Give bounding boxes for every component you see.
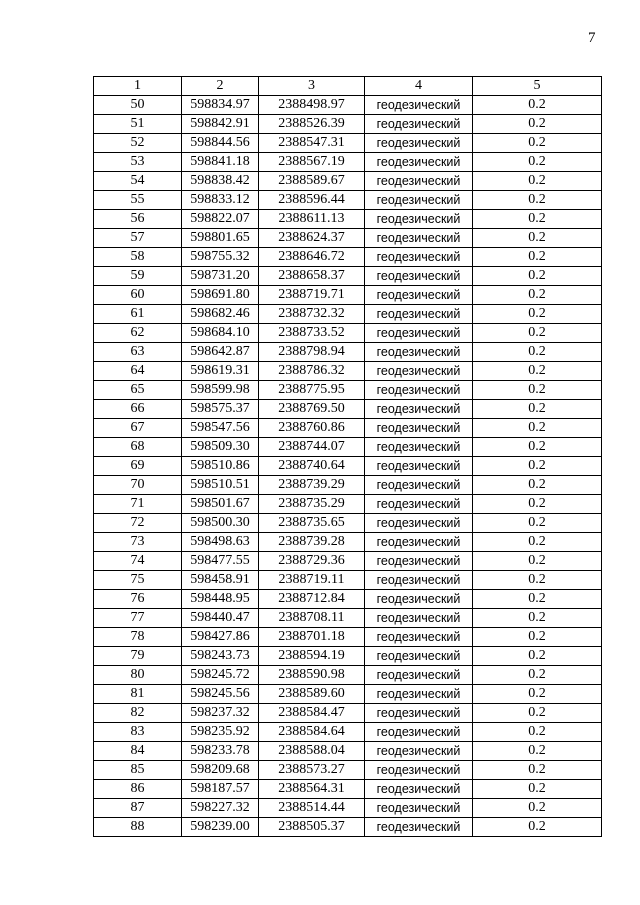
table-row (94, 723, 602, 742)
x-coordinate-cell: 598500.30 (182, 514, 259, 533)
method-cell: геодезический (365, 628, 473, 647)
table-row (94, 666, 602, 685)
point-number-cell: 75 (94, 571, 182, 590)
accuracy-cell: 0.2 (473, 761, 602, 780)
table-row (94, 647, 602, 666)
accuracy-cell: 0.2 (473, 324, 602, 343)
x-coordinate-cell: 598233.78 (182, 742, 259, 761)
x-coordinate-cell: 598684.10 (182, 324, 259, 343)
point-number-cell: 54 (94, 172, 182, 191)
method-cell: геодезический (365, 305, 473, 324)
method-cell: геодезический (365, 552, 473, 571)
y-coordinate-cell: 2388719.71 (259, 286, 365, 305)
y-coordinate-cell: 2388760.86 (259, 419, 365, 438)
table-row (94, 172, 602, 191)
column-header-4: 4 (365, 77, 473, 96)
accuracy-cell: 0.2 (473, 172, 602, 191)
y-coordinate-cell: 2388744.07 (259, 438, 365, 457)
x-coordinate-cell: 598755.32 (182, 248, 259, 267)
x-coordinate-cell: 598547.56 (182, 419, 259, 438)
table-row (94, 590, 602, 609)
y-coordinate-cell: 2388701.18 (259, 628, 365, 647)
method-cell: геодезический (365, 115, 473, 134)
x-coordinate-cell: 598239.00 (182, 818, 259, 837)
table-row (94, 267, 602, 286)
method-cell: геодезический (365, 704, 473, 723)
y-coordinate-cell: 2388589.67 (259, 172, 365, 191)
accuracy-cell: 0.2 (473, 685, 602, 704)
method-cell: геодезический (365, 647, 473, 666)
accuracy-cell: 0.2 (473, 267, 602, 286)
point-number-cell: 72 (94, 514, 182, 533)
method-cell: геодезический (365, 476, 473, 495)
y-coordinate-cell: 2388564.31 (259, 780, 365, 799)
table-row (94, 381, 602, 400)
method-cell: геодезический (365, 153, 473, 172)
table-row (94, 457, 602, 476)
column-header-5: 5 (473, 77, 602, 96)
y-coordinate-cell: 2388567.19 (259, 153, 365, 172)
point-number-cell: 53 (94, 153, 182, 172)
y-coordinate-cell: 2388708.11 (259, 609, 365, 628)
accuracy-cell: 0.2 (473, 552, 602, 571)
accuracy-cell: 0.2 (473, 609, 602, 628)
y-coordinate-cell: 2388594.19 (259, 647, 365, 666)
accuracy-cell: 0.2 (473, 115, 602, 134)
method-cell: геодезический (365, 780, 473, 799)
table-row (94, 533, 602, 552)
point-number-cell: 71 (94, 495, 182, 514)
table-row (94, 514, 602, 533)
point-number-cell: 65 (94, 381, 182, 400)
accuracy-cell: 0.2 (473, 666, 602, 685)
method-cell: геодезический (365, 267, 473, 286)
table-row (94, 704, 602, 723)
point-number-cell: 83 (94, 723, 182, 742)
point-number-cell: 70 (94, 476, 182, 495)
page-number: 7 (588, 30, 596, 46)
point-number-cell: 52 (94, 134, 182, 153)
accuracy-cell: 0.2 (473, 96, 602, 115)
table-row (94, 780, 602, 799)
point-number-cell: 51 (94, 115, 182, 134)
accuracy-cell: 0.2 (473, 381, 602, 400)
table-row (94, 628, 602, 647)
point-number-cell: 57 (94, 229, 182, 248)
method-cell: геодезический (365, 248, 473, 267)
point-number-cell: 64 (94, 362, 182, 381)
method-cell: геодезический (365, 685, 473, 704)
accuracy-cell: 0.2 (473, 799, 602, 818)
y-coordinate-cell: 2388732.32 (259, 305, 365, 324)
method-cell: геодезический (365, 723, 473, 742)
x-coordinate-cell: 598209.68 (182, 761, 259, 780)
method-cell: геодезический (365, 191, 473, 210)
point-number-cell: 58 (94, 248, 182, 267)
y-coordinate-cell: 2388798.94 (259, 343, 365, 362)
x-coordinate-cell: 598458.91 (182, 571, 259, 590)
y-coordinate-cell: 2388719.11 (259, 571, 365, 590)
table-row (94, 571, 602, 590)
point-number-cell: 81 (94, 685, 182, 704)
method-cell: геодезический (365, 818, 473, 837)
x-coordinate-cell: 598838.42 (182, 172, 259, 191)
y-coordinate-cell: 2388769.50 (259, 400, 365, 419)
point-number-cell: 73 (94, 533, 182, 552)
method-cell: геодезический (365, 438, 473, 457)
x-coordinate-cell: 598501.67 (182, 495, 259, 514)
y-coordinate-cell: 2388596.44 (259, 191, 365, 210)
point-number-cell: 86 (94, 780, 182, 799)
table-row (94, 419, 602, 438)
point-number-cell: 74 (94, 552, 182, 571)
accuracy-cell: 0.2 (473, 818, 602, 837)
x-coordinate-cell: 598844.56 (182, 134, 259, 153)
y-coordinate-cell: 2388646.72 (259, 248, 365, 267)
accuracy-cell: 0.2 (473, 495, 602, 514)
accuracy-cell: 0.2 (473, 704, 602, 723)
table-row (94, 343, 602, 362)
table-row (94, 191, 602, 210)
point-number-cell: 78 (94, 628, 182, 647)
x-coordinate-cell: 598842.91 (182, 115, 259, 134)
accuracy-cell: 0.2 (473, 305, 602, 324)
method-cell: геодезический (365, 495, 473, 514)
x-coordinate-cell: 598834.97 (182, 96, 259, 115)
method-cell: геодезический (365, 457, 473, 476)
x-coordinate-cell: 598619.31 (182, 362, 259, 381)
table-row (94, 362, 602, 381)
accuracy-cell: 0.2 (473, 590, 602, 609)
table-row (94, 210, 602, 229)
y-coordinate-cell: 2388590.98 (259, 666, 365, 685)
point-number-cell: 56 (94, 210, 182, 229)
point-number-cell: 50 (94, 96, 182, 115)
accuracy-cell: 0.2 (473, 457, 602, 476)
y-coordinate-cell: 2388739.28 (259, 533, 365, 552)
x-coordinate-cell: 598682.46 (182, 305, 259, 324)
table-row (94, 400, 602, 419)
y-coordinate-cell: 2388514.44 (259, 799, 365, 818)
x-coordinate-cell: 598440.47 (182, 609, 259, 628)
table-row (94, 305, 602, 324)
x-coordinate-cell: 598801.65 (182, 229, 259, 248)
table-row (94, 286, 602, 305)
accuracy-cell: 0.2 (473, 419, 602, 438)
table-row (94, 324, 602, 343)
accuracy-cell: 0.2 (473, 647, 602, 666)
point-number-cell: 69 (94, 457, 182, 476)
method-cell: геодезический (365, 229, 473, 248)
x-coordinate-cell: 598187.57 (182, 780, 259, 799)
table-row (94, 115, 602, 134)
x-coordinate-cell: 598822.07 (182, 210, 259, 229)
table-row (94, 229, 602, 248)
table-row (94, 742, 602, 761)
point-number-cell: 79 (94, 647, 182, 666)
y-coordinate-cell: 2388786.32 (259, 362, 365, 381)
y-coordinate-cell: 2388624.37 (259, 229, 365, 248)
table-row (94, 609, 602, 628)
accuracy-cell: 0.2 (473, 134, 602, 153)
accuracy-cell: 0.2 (473, 343, 602, 362)
method-cell: геодезический (365, 343, 473, 362)
point-number-cell: 84 (94, 742, 182, 761)
x-coordinate-cell: 598833.12 (182, 191, 259, 210)
method-cell: геодезический (365, 419, 473, 438)
y-coordinate-cell: 2388584.47 (259, 704, 365, 723)
x-coordinate-cell: 598509.30 (182, 438, 259, 457)
x-coordinate-cell: 598237.32 (182, 704, 259, 723)
point-number-cell: 66 (94, 400, 182, 419)
point-number-cell: 85 (94, 761, 182, 780)
method-cell: геодезический (365, 324, 473, 343)
y-coordinate-cell: 2388658.37 (259, 267, 365, 286)
x-coordinate-cell: 598731.20 (182, 267, 259, 286)
accuracy-cell: 0.2 (473, 362, 602, 381)
accuracy-cell: 0.2 (473, 229, 602, 248)
accuracy-cell: 0.2 (473, 438, 602, 457)
y-coordinate-cell: 2388573.27 (259, 761, 365, 780)
point-number-cell: 82 (94, 704, 182, 723)
method-cell: геодезический (365, 590, 473, 609)
point-number-cell: 68 (94, 438, 182, 457)
accuracy-cell: 0.2 (473, 628, 602, 647)
coordinates-table (93, 76, 602, 837)
table-row (94, 134, 602, 153)
y-coordinate-cell: 2388547.31 (259, 134, 365, 153)
point-number-cell: 67 (94, 419, 182, 438)
table-row (94, 761, 602, 780)
accuracy-cell: 0.2 (473, 723, 602, 742)
table-row (94, 438, 602, 457)
accuracy-cell: 0.2 (473, 780, 602, 799)
table-row (94, 153, 602, 172)
table-header-row (94, 77, 602, 96)
point-number-cell: 88 (94, 818, 182, 837)
method-cell: геодезический (365, 172, 473, 191)
table-row (94, 476, 602, 495)
method-cell: геодезический (365, 96, 473, 115)
accuracy-cell: 0.2 (473, 153, 602, 172)
point-number-cell: 80 (94, 666, 182, 685)
method-cell: геодезический (365, 134, 473, 153)
x-coordinate-cell: 598510.86 (182, 457, 259, 476)
y-coordinate-cell: 2388498.97 (259, 96, 365, 115)
y-coordinate-cell: 2388589.60 (259, 685, 365, 704)
accuracy-cell: 0.2 (473, 248, 602, 267)
table-row (94, 818, 602, 837)
table-row (94, 495, 602, 514)
accuracy-cell: 0.2 (473, 210, 602, 229)
y-coordinate-cell: 2388733.52 (259, 324, 365, 343)
point-number-cell: 60 (94, 286, 182, 305)
x-coordinate-cell: 598245.56 (182, 685, 259, 704)
x-coordinate-cell: 598477.55 (182, 552, 259, 571)
method-cell: геодезический (365, 666, 473, 685)
accuracy-cell: 0.2 (473, 533, 602, 552)
point-number-cell: 63 (94, 343, 182, 362)
y-coordinate-cell: 2388735.65 (259, 514, 365, 533)
table-row (94, 96, 602, 115)
table-row (94, 799, 602, 818)
y-coordinate-cell: 2388712.84 (259, 590, 365, 609)
method-cell: геодезический (365, 799, 473, 818)
point-number-cell: 77 (94, 609, 182, 628)
point-number-cell: 62 (94, 324, 182, 343)
x-coordinate-cell: 598245.72 (182, 666, 259, 685)
accuracy-cell: 0.2 (473, 742, 602, 761)
accuracy-cell: 0.2 (473, 476, 602, 495)
y-coordinate-cell: 2388740.64 (259, 457, 365, 476)
table-row (94, 685, 602, 704)
y-coordinate-cell: 2388729.36 (259, 552, 365, 571)
table-row (94, 248, 602, 267)
point-number-cell: 61 (94, 305, 182, 324)
x-coordinate-cell: 598235.92 (182, 723, 259, 742)
accuracy-cell: 0.2 (473, 514, 602, 533)
y-coordinate-cell: 2388505.37 (259, 818, 365, 837)
x-coordinate-cell: 598691.80 (182, 286, 259, 305)
x-coordinate-cell: 598510.51 (182, 476, 259, 495)
x-coordinate-cell: 598448.95 (182, 590, 259, 609)
x-coordinate-cell: 598599.98 (182, 381, 259, 400)
point-number-cell: 55 (94, 191, 182, 210)
x-coordinate-cell: 598575.37 (182, 400, 259, 419)
accuracy-cell: 0.2 (473, 571, 602, 590)
column-header-1: 1 (94, 77, 182, 96)
method-cell: геодезический (365, 286, 473, 305)
x-coordinate-cell: 598427.86 (182, 628, 259, 647)
y-coordinate-cell: 2388739.29 (259, 476, 365, 495)
column-header-2: 2 (182, 77, 259, 96)
x-coordinate-cell: 598498.63 (182, 533, 259, 552)
method-cell: геодезический (365, 210, 473, 229)
x-coordinate-cell: 598243.73 (182, 647, 259, 666)
point-number-cell: 76 (94, 590, 182, 609)
y-coordinate-cell: 2388588.04 (259, 742, 365, 761)
point-number-cell: 59 (94, 267, 182, 286)
x-coordinate-cell: 598841.18 (182, 153, 259, 172)
method-cell: геодезический (365, 571, 473, 590)
method-cell: геодезический (365, 362, 473, 381)
method-cell: геодезический (365, 533, 473, 552)
method-cell: геодезический (365, 609, 473, 628)
point-number-cell: 87 (94, 799, 182, 818)
x-coordinate-cell: 598642.87 (182, 343, 259, 362)
y-coordinate-cell: 2388584.64 (259, 723, 365, 742)
column-header-3: 3 (259, 77, 365, 96)
y-coordinate-cell: 2388611.13 (259, 210, 365, 229)
y-coordinate-cell: 2388735.29 (259, 495, 365, 514)
method-cell: геодезический (365, 400, 473, 419)
method-cell: геодезический (365, 381, 473, 400)
table-row (94, 552, 602, 571)
table-body (94, 96, 602, 837)
method-cell: геодезический (365, 514, 473, 533)
accuracy-cell: 0.2 (473, 191, 602, 210)
method-cell: геодезический (365, 761, 473, 780)
accuracy-cell: 0.2 (473, 286, 602, 305)
y-coordinate-cell: 2388526.39 (259, 115, 365, 134)
x-coordinate-cell: 598227.32 (182, 799, 259, 818)
y-coordinate-cell: 2388775.95 (259, 381, 365, 400)
method-cell: геодезический (365, 742, 473, 761)
accuracy-cell: 0.2 (473, 400, 602, 419)
